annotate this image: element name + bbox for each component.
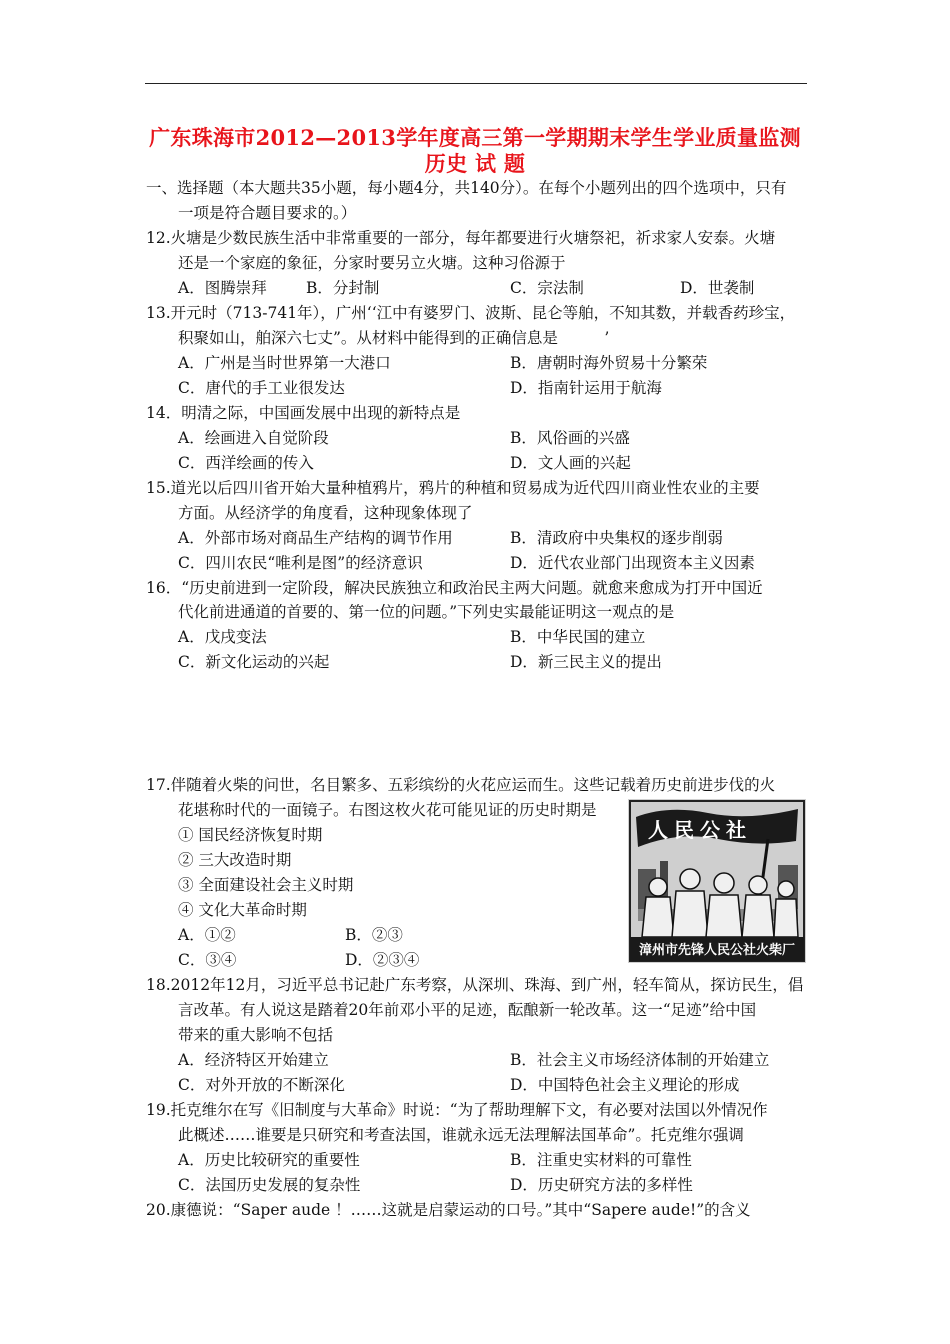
period-item: ④ 文化大革命时期	[178, 901, 307, 919]
option-b: B．中华民国的建立	[510, 628, 646, 646]
option-c: C．③④	[178, 951, 237, 969]
caption-text: 漳州市先锋人民公社火柴厂	[638, 943, 796, 958]
option-c: C．四川农民“唯利是图”的经济意识	[178, 554, 423, 572]
option-a: A．经济特区开始建立	[178, 1051, 329, 1069]
question-stem: 13.开元时（713-741年），广州‘‘江中有婆罗门、波斯、昆仑等舶，不知其数，并载香药珍宝，	[146, 304, 796, 322]
option-a: A．①②	[178, 926, 236, 944]
question-stem: 15.道光以后四川省开始大量种植鸦片，鸦片的种植和贸易成为近代四川商业性农业的主要	[146, 479, 760, 497]
option-d: D．历史研究方法的多样性	[510, 1176, 693, 1194]
question-stem: 积聚如山，舶深六七丈”。从材料中能得到的正确信息是 ’	[178, 329, 610, 347]
option-c: C．唐代的手工业很发达	[178, 379, 345, 397]
option-d: D．文人画的兴起	[510, 454, 631, 472]
question-stem: 12.火塘是少数民族生活中非常重要的一部分，每年都要进行火塘祭祀，祈求家人安泰。火塘	[146, 229, 776, 247]
question-stem: 言改革。有人说这是踏着20年前邓小平的足迹，酝酿新一轮改革。这一“足迹”给中国	[178, 1001, 757, 1019]
option-c: C．法国历史发展的复杂性	[178, 1176, 361, 1194]
option-a: A．绘画进入自觉阶段	[178, 429, 329, 447]
question-stem: 带来的重大影响不包括	[178, 1026, 334, 1044]
question-stem: 方面。从经济学的角度看，这种现象体现了	[178, 504, 473, 522]
question-stem: 17.伴随着火柴的问世，名目繁多、五彩缤纷的火花应运而生。这些记载着历史前进步伐的火	[146, 776, 776, 794]
option-a: A．外部市场对商品生产结构的调节作用	[178, 529, 453, 547]
question-stem: 16．“历史前进到一定阶段，解决民族独立和政治民主两大问题。就愈来愈成为打开中国近	[146, 579, 763, 597]
question-stem: 还是一个家庭的象征，分家时要另立火塘。这种习俗源于	[178, 254, 566, 272]
option-b: B．风俗画的兴盛	[510, 429, 630, 447]
question-stem: 20.康德说：“Saper aude ！……这就是启蒙运动的口号。”其中“Sapere aude!”的含义	[146, 1201, 751, 1219]
option-a: A．广州是当时世界第一大港口	[178, 354, 391, 372]
question-stem: 花堪称时代的一面镜子。右图这枚火花可能见证的历史时期是	[178, 801, 597, 819]
option-b: B．清政府中央集权的逐步削弱	[510, 529, 723, 547]
option-c: C．新文化运动的兴起	[178, 653, 330, 671]
option-d: D．新三民主义的提出	[510, 653, 662, 671]
banner-text: 人民公社	[648, 818, 752, 842]
question-stem: 代化前进通道的首要的、第一位的问题。”下列史实最能证明这一观点的是	[178, 603, 675, 621]
option-b: B．②③	[345, 926, 403, 944]
option-b: B．唐朝时海外贸易十分繁荣	[510, 354, 708, 372]
question-stem: 18.2012年12月，习近平总书记赴广东考察，从深圳、珠海、到广州，轻车简从，探访民生，倡	[146, 976, 804, 994]
period-item: ① 国民经济恢复时期	[178, 826, 323, 844]
option-d: D．②③④	[345, 951, 420, 969]
option-c: C．宗法制	[510, 279, 584, 297]
section-instructions: 一、选择题（本大题共35小题，每小题4分，共140分）。在每个小题列出的四个选项中，只有	[146, 179, 787, 197]
exam-title: 广东珠海市2012—2013学年度高三第一学期期末学生学业质量监测	[149, 125, 801, 150]
option-a: A．图腾崇拜	[178, 279, 267, 297]
matchbox-label-image	[628, 799, 806, 963]
exam-subtitle: 历史 试 题	[424, 151, 526, 176]
option-a: A．历史比较研究的重要性	[178, 1151, 360, 1169]
question-stem: 19.托克维尔在写《旧制度与大革命》时说：“为了帮助理解下文，有必要对法国以外情况作	[146, 1101, 768, 1119]
option-a: A．戊戌变法	[178, 628, 267, 646]
option-d: D．世袭制	[680, 279, 755, 297]
section-instructions-cont: 一项是符合题目要求的。）	[178, 204, 357, 222]
option-d: D．近代农业部门出现资本主义因素	[510, 554, 755, 572]
option-c: C．西洋绘画的传入	[178, 454, 314, 472]
option-b: B．注重史实材料的可靠性	[510, 1151, 692, 1169]
option-b: B．分封制	[306, 279, 380, 297]
option-d: D．中国特色社会主义理论的形成	[510, 1076, 740, 1094]
option-d: D．指南针运用于航海	[510, 379, 662, 397]
option-c: C．对外开放的不断深化	[178, 1076, 345, 1094]
period-item: ② 三大改造时期	[178, 851, 292, 869]
option-b: B．社会主义市场经济体制的开始建立	[510, 1051, 770, 1069]
question-stem: 此概述……谁要是只研究和考查法国，谁就永远无法理解法国革命”。托克维尔强调	[178, 1126, 744, 1144]
matchbox-illustration	[628, 799, 806, 963]
period-item: ③ 全面建设社会主义时期	[178, 876, 354, 894]
question-stem: 14．明清之际，中国画发展中出现的新特点是	[146, 404, 461, 422]
header-rule	[145, 83, 807, 84]
